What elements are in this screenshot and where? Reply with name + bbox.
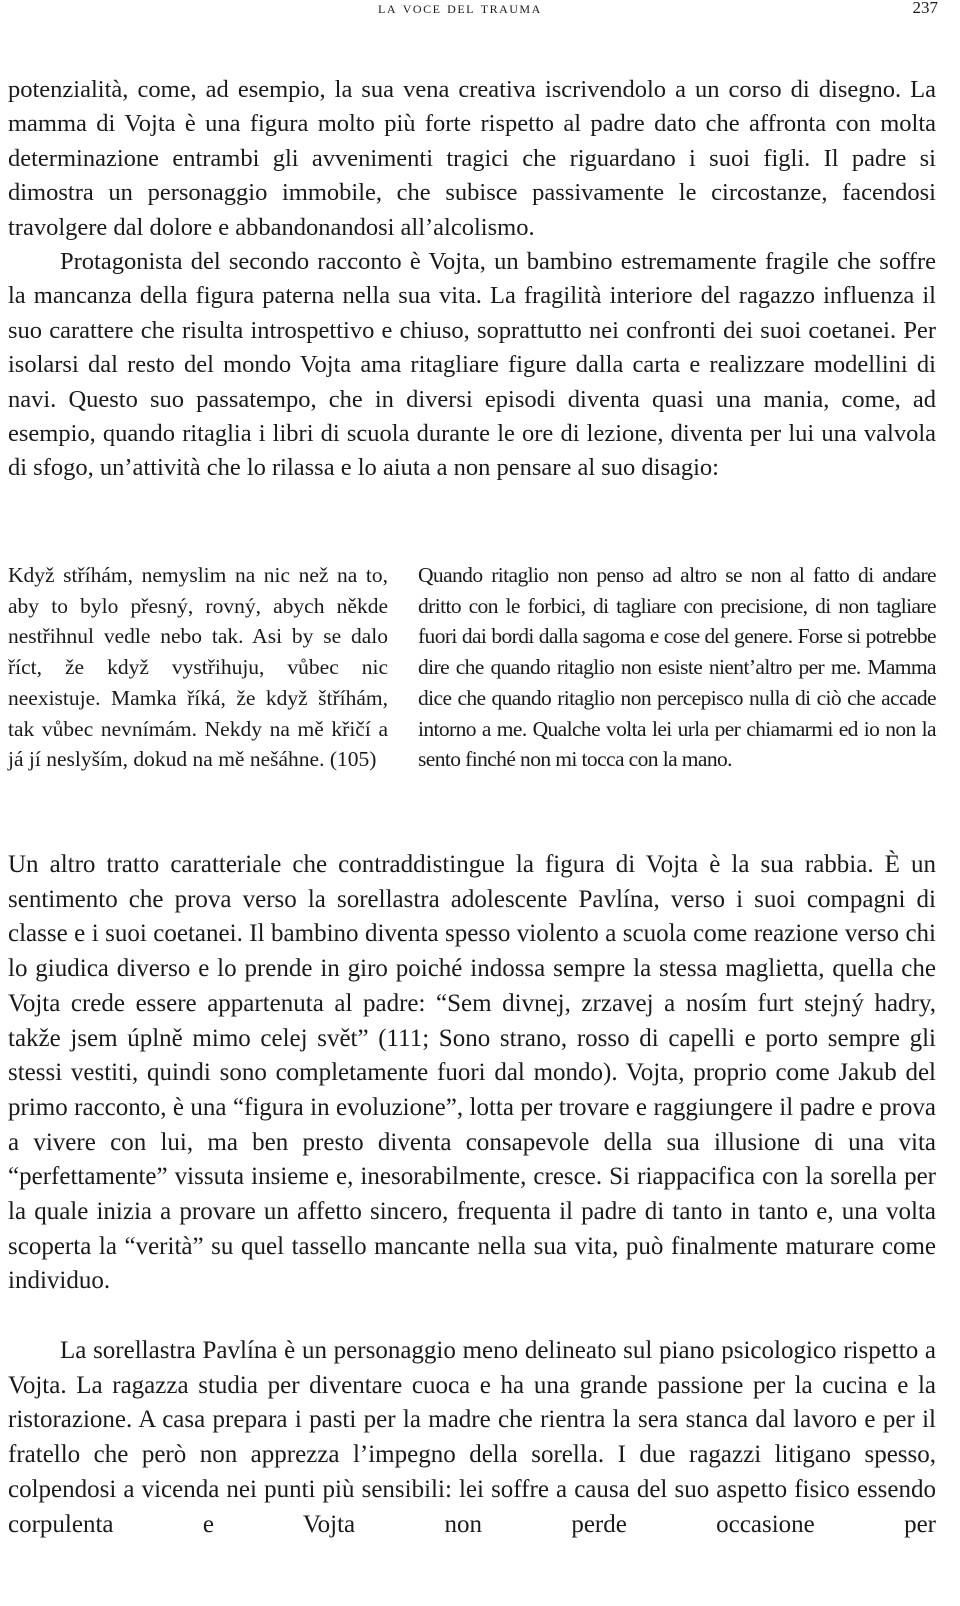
body-paragraph: Protagonista del secondo racconto è Vojta, un bambino estremamente fragile che soffre la mancanza della figura paterna nella sua vita. La fragilità interiore del ragazzo influenza il suo carattere che risulta introspettivo e chiuso, soprattutto nei confronti dei suoi coetanei. Per isolarsi dal resto del mondo Vojta ama ritagliare figure dalla carta e realizzare modellini di navi. Questo suo passatempo, che in diversi episodi diventa quasi una mania, come, ad esempio, quando ritaglia i libri di scuola durante le ore di lezione, diventa per lui una valvola di sfogo, un’attività che lo rilassa e lo aiuta a non pensare al suo disagio: (8, 248, 936, 482)
running-title: la voce del trauma (378, 0, 542, 17)
body-paragraph: Un altro tratto caratteriale che contraddistingue la figura di Vojta è la sua rabbia. È un sentimento che prova verso la sorellastra adolescente Pavlína, verso i suoi compagni di classe e i suoi coetanei. Il bambino diventa spesso violento a scuola come reazione verso chi lo giudica diverso e lo prende in giro poiché indossa sempre la stessa maglietta, quella che Vojta crede essere appartenuta al padre: “Sem divnej, zrzavej a nosím furt stejný hadry, takže jsem úplně mimo celej svět” (111; Sono strano, rosso di capelli e porto sempre gli stessi vestiti, quindi sono completamente fuori dal mondo). Vojta, proprio come Jakub del primo racconto, è una “figura in evoluzione”, lotta per trovare e raggiungere il padre e prova a vivere con lui, ma ben presto diventa consapevole della sua illusione di una vita “perfettamente” vissuta insieme e, inesorabilmente, cresce. Si riappacifica con la sorella per la quale inizia a provare un affetto sincero, frequenta il padre di tanto in tanto e, una volta scoperta la “verità” su quel tassello mancante nella sua vita, può finalmente maturare come individuo. (8, 851, 936, 1295)
page-number: 237 (912, 0, 938, 17)
body-paragraph: potenzialità, come, ad esempio, la sua vena creativa iscrivendolo a un corso di disegno. La mamma di Vojta è una figura molto più forte rispetto al padre dato che affronta con molta determinazione entrambi gli avvenimenti tragici che riguardano i suoi figli. Il padre si dimostra un personaggio immobile, che subisce passivamente le circostanze, facendosi travolgere dal dolore e abbandonandosi all’alcolismo. (8, 76, 936, 241)
page-header (0, 0, 960, 30)
block-quote-italian: Quando ritaglio non penso ad altro se non al fatto di andare dritto con le forbici, di tagliare con precisione, di non tagliare fuori dai bordi dalla sagoma e cose del genere. Forse si potrebbe dire che quando ritaglio non esiste nient’altro per me. Mamma dice che quando ritaglio non percepisco nulla di ciò che accade intorno a me. Qualche volta lei urla per chiamarmi ed io non la sento finché non mi tocca con la mano. (418, 563, 936, 772)
block-quote-czech: Když stříhám, nemyslim na nic než na to, aby to bylo přesný, rovný, abych někde nestřihnul vedle nebo tak. Asi by se dalo říct, že když vystřihuju, vůbec nic neexistuje. Mamka říká, že když štříhám, tak vůbec nevnímám. Nekdy na mě křičí a já jí neslyším, dokud na mě nešáhne. (105) (8, 563, 388, 772)
body-paragraph: La sorellastra Pavlína è un personaggio meno delineato sul piano psicologico rispetto a Vojta. La ragazza studia per diventare cuoca e ha una grande passione per la cucina e la ristorazione. A casa prepara i pasti per la madre che rientra la sera stanca dal lavoro e per il fratello che però non apprezza l’impegno della sorella. I due ragazzi litigano spesso, colpendosi a vicenda nei punti più sensibili: lei soffre a causa del suo aspetto fisico essendo corpulenta e Vojta non perde occasione per (8, 1337, 936, 1538)
